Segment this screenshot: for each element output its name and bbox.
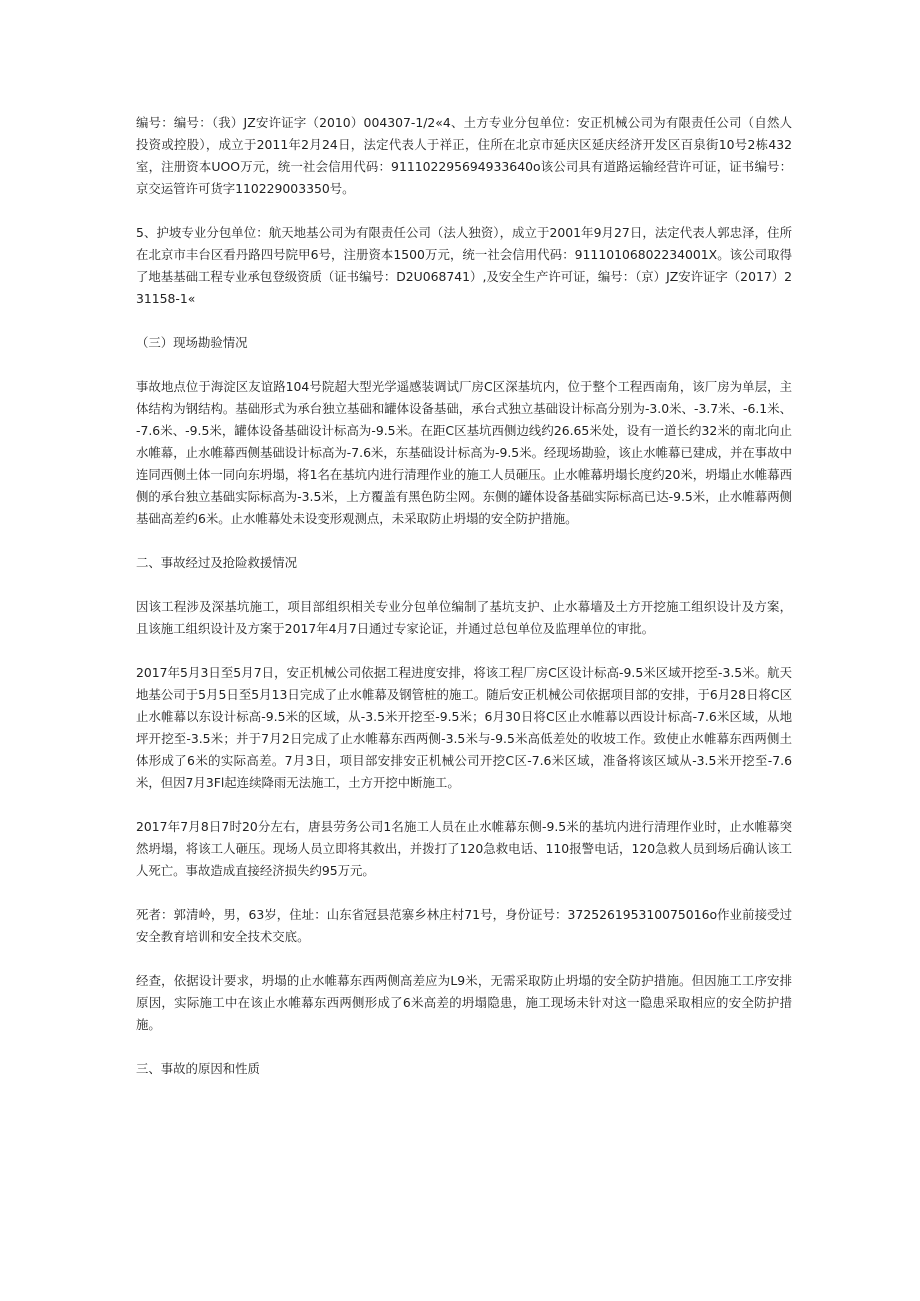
paragraph-construction-plan: 因该工程涉及深基坑施工，项目部组织相关专业分包单位编制了基坑支护、止水幕墙及土方开挖施工组织设计及方案，且该施工组织设计及方案于2017年4月7日通过专家论证，并通过总包单位及监理单位的审批。	[136, 599, 792, 636]
paragraph-accident-site-description: 事故地点位于海淀区友谊路104号院超大型光学遥感装调试厂房C区深基坑内，位于整个工程西南角，该厂房为单层，主体结构为钢结构。基础形式为承台独立基础和罐体设备基础，承台式独立基础设计标高分别为-3.0米、-3.7米、-6.1米、-7.6米、-9.5米，罐体设备基础设计标高为-9.5米。在距C区基坑西侧边线约26.65米处，设有一道长约32米的南北向止水帷幕，止水帷幕西侧基础设计标高为-7.6米，东基础设计标高为-9.5米。经现场勘验，该止水帷幕已建成，并在事故中连同西侧土体一同向东坍塌，将1名在基坑内进行清理作业的施工人员砸压。止水帷幕坍塌长度约20米，坍塌止水帷幕西侧的承台独立基础实际标高为-3.5米，上方覆盖有黑色防尘网。东侧的罐体设备基础实际标高已达-9.5米，止水帷幕两侧基础高差约6米。止水帷幕处未设变形观测点，未采取防止坍塌的安全防护措施。	[136, 379, 792, 526]
document-body	[136, 112, 792, 1102]
section-heading-site-survey: （三）现场勘验情况	[136, 335, 248, 350]
section-heading-accident-process: 二、事故经过及抢险救援情况	[136, 555, 298, 570]
paragraph-deceased-info: 死者：郭清岭，男，63岁，住址：山东省冠县范寨乡林庄村71号，身份证号：372526195310075016o作业前接受过安全教育培训和安全技术交底。	[136, 907, 792, 944]
paragraph-investigation-findings: 经查，依据设计要求，坍塌的止水帷幕东西两侧高差应为L9米，无需采取防止坍塌的安全防护措施。但因施工工序安排原因，实际施工中在该止水帷幕东西两侧形成了6米高差的坍塌隐患，施工现场未针对这一隐患采取相应的安全防护措施。	[136, 973, 792, 1032]
paragraph-collapse-event: 2017年7月8日7时20分左右，唐县劳务公司1名施工人员在止水帷幕东侧-9.5米的基坑内进行清理作业时，止水帷幕突然坍塌，将该工人砸压。现场人员立即将其救出，并拨打了120急救电话、110报警电话，120急救人员到场后确认该工人死亡。事故造成直接经济损失约95万元。	[136, 819, 792, 878]
section-heading-cause-and-nature: 三、事故的原因和性质	[136, 1061, 260, 1076]
paragraph-license-and-earthwork-subcontractor: 编号：编号：（我）JZ安许证字（2010）004307-1/2«4、土方专业分包单位：安正机械公司为有限责任公司（自然人投资或控股），成立于2011年2月24日，法定代表人于祥正，住所在北京市延庆区延庆经济开发区百泉街10号2栋432室，注册资本UOO万元，统一社会信用代码：911102295694933640o该公司具有道路运输经营许可证，证书编号：京交运管许可货字110229003350号。	[136, 115, 792, 196]
paragraph-excavation-timeline: 2017年5月3日至5月7日，安正机械公司依据工程进度安排，将该工程厂房C区设计标高-9.5米区域开挖至-3.5米。航天地基公司于5月5日至5月13日完成了止水帷幕及钢管桩的施工。随后安正机械公司依据项目部的安排，于6月28日将C区止水帷幕以东设计标高-9.5米的区域，从-3.5米开挖至-9.5米；6月30日将C区止水帷幕以西设计标高-7.6米区域，从地坪开挖至-3.5米；并于7月2日完成了止水帷幕东西两侧-3.5米与-9.5米高低差处的收坡工作。致使止水帷幕东西两侧土体形成了6米的实际高差。7月3日，项目部安排安正机械公司开挖C区-7.6米区域，准备将该区域从-3.5米开挖至-7.6米，但因7月3Fl起连续降雨无法施工，土方开挖中断施工。	[136, 665, 792, 790]
paragraph-slope-protection-subcontractor: 5、护坡专业分包单位：航天地基公司为有限责任公司（法人独资），成立于2001年9月27日，法定代表人郭忠泽，住所在北京市丰台区看丹路四号院甲6号，注册资本1500万元，统一社会信用代码：91110106802234001X。该公司取得了地基基础工程专业承包登级资质（证书编号：D2U068741）,及安全生产许可证，编号：（京）JZ安许证字（2017）231158-1«	[136, 225, 792, 306]
